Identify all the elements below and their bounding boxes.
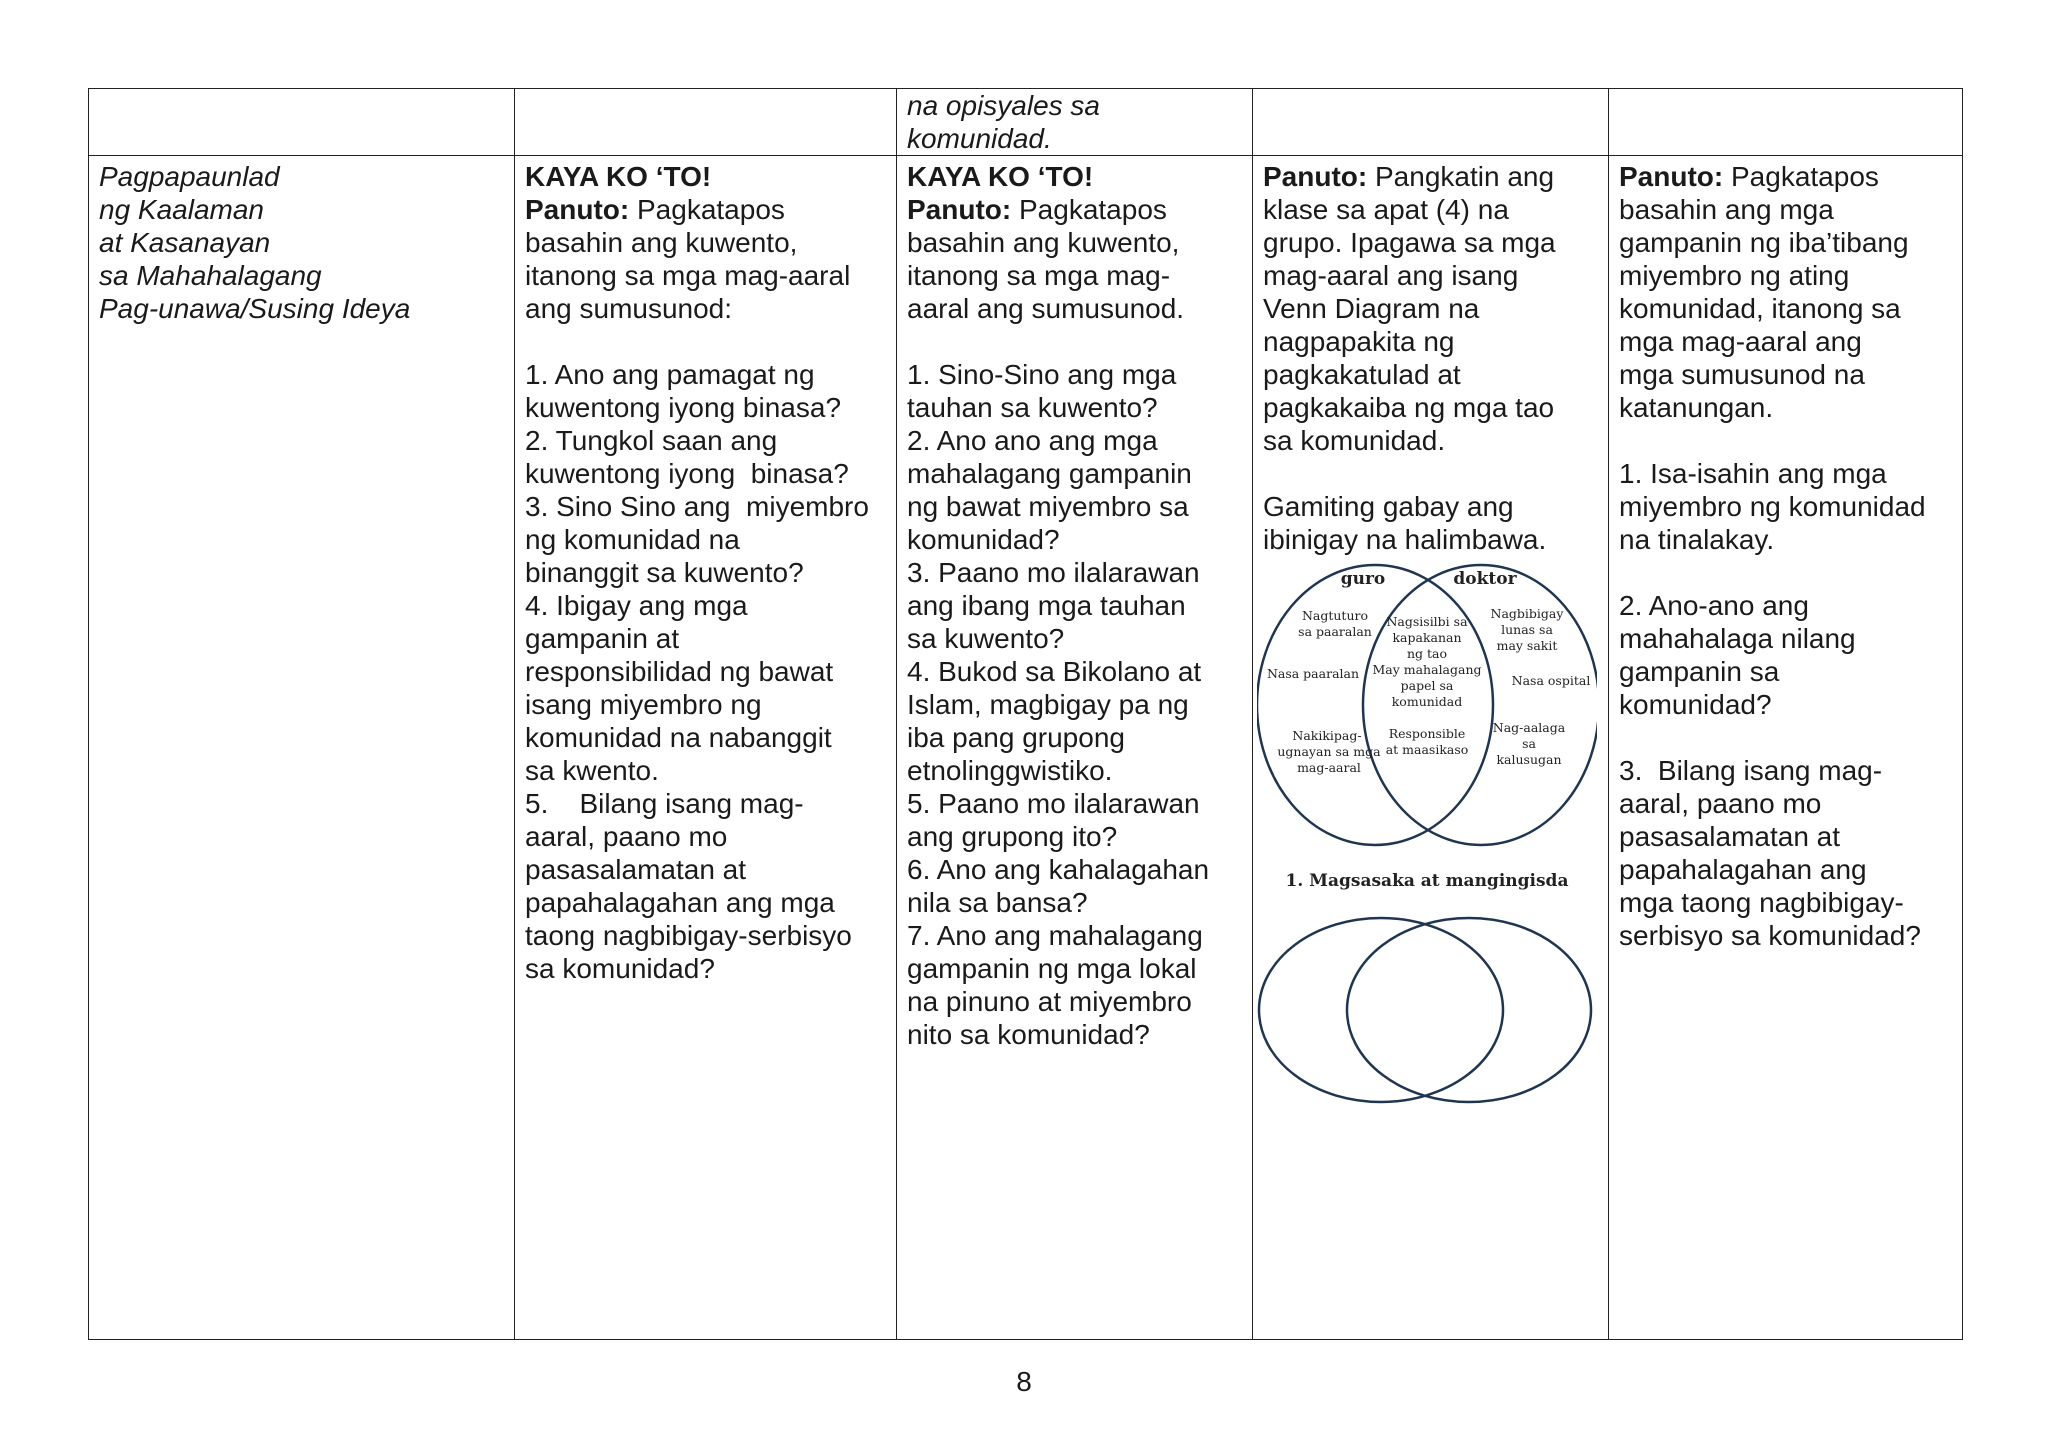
cell-r1-c5: [1609, 89, 1963, 156]
panuto-label: Panuto:: [525, 194, 630, 225]
text-line: mga mag-aaral ang: [1619, 326, 1862, 357]
venn-center-item: kapakanan: [1392, 630, 1462, 645]
venn-left-item: Nagtuturo: [1301, 608, 1369, 623]
text-line: sa kwento.: [525, 755, 659, 786]
text-line: aaral, paano mo: [1619, 788, 1822, 819]
venn-left-item: mag-aaral: [1297, 760, 1361, 775]
text-line: sa kuwento?: [907, 623, 1065, 654]
text-line: binanggit sa kuwento?: [525, 557, 804, 588]
text-line: mahahalaga nilang: [1619, 623, 1856, 654]
section-title-line: at Kasanayan: [99, 227, 271, 258]
text-line: responsibilidad ng bawat: [525, 656, 834, 687]
panuto-text: Pagkatapos: [1723, 161, 1879, 192]
text-line: 3. Paano mo ilalarawan: [907, 557, 1200, 588]
panuto-label: Panuto:: [1263, 161, 1368, 192]
text-line: ang ibang mga tauhan: [907, 590, 1186, 621]
page-number: 8: [1016, 1366, 1032, 1397]
col5-lines: [1619, 193, 1952, 952]
text-line: na pinuno at miyembro: [907, 986, 1192, 1017]
text-line: sa komunidad.: [1263, 425, 1446, 456]
text-line: komunidad, itanong sa: [1619, 293, 1901, 324]
text-line: ang grupong ito?: [907, 821, 1118, 852]
text-line: [1619, 556, 1952, 589]
text-line: gampanin sa: [1619, 656, 1780, 687]
section-title-line: sa Mahahalagang: [99, 260, 322, 291]
text-line: 1. Isa-isahin ang mga: [1619, 458, 1887, 489]
cell-col5: [1609, 156, 1963, 1340]
text-line: [1619, 424, 1952, 457]
text-line: na opisyales sa: [907, 90, 1101, 121]
text-line: miyembro ng komunidad: [1619, 491, 1926, 522]
text-line: gampanin ng mga lokal: [907, 953, 1197, 984]
venn-right-item: lunas sa: [1501, 622, 1553, 637]
cell-r1-c3: [897, 89, 1253, 156]
venn-center-item: papel sa: [1400, 678, 1454, 693]
text-line: 1. Ano ang pamagat ng: [525, 359, 815, 390]
text-line: Gamiting gabay ang: [1263, 491, 1514, 522]
text-line: pagkakaiba ng mga tao: [1263, 392, 1555, 423]
venn-right-item: Nag-aalaga: [1492, 720, 1566, 735]
text-line: Venn Diagram na: [1263, 293, 1480, 324]
panuto-text: Pagkatapos: [629, 194, 785, 225]
venn-diagram-example: [1257, 560, 1597, 860]
text-line: papahalagahan ang mga: [525, 887, 835, 918]
venn-right-item: sa: [1522, 736, 1536, 751]
venn-left-item: Nasa paaralan: [1266, 666, 1360, 681]
text-line: kuwentong iyong binasa?: [525, 392, 842, 423]
text-line: komunidad?: [1619, 689, 1772, 720]
text-line: 2. Ano ano ang mga: [907, 425, 1158, 456]
text-line: nagpapakita ng: [1263, 326, 1455, 357]
activity-heading: KAYA KO ‘TO!: [907, 161, 1094, 192]
venn-center-item: ng tao: [1406, 646, 1448, 661]
text-line: 2. Tungkol saan ang: [525, 425, 778, 456]
text-line: nito sa komunidad?: [907, 1019, 1150, 1050]
text-line: 6. Ano ang kahalagahan: [907, 854, 1210, 885]
venn-label-right: doktor: [1453, 569, 1517, 589]
text-line: miyembro ng ating: [1619, 260, 1850, 291]
text-line: komunidad?: [907, 524, 1060, 555]
text-line: gampanin at: [525, 623, 680, 654]
cell-r1-c2: [515, 89, 897, 156]
col2-lines: [525, 226, 886, 985]
cell-col2: [515, 156, 897, 1340]
venn-center-item: at maasikaso: [1385, 742, 1469, 757]
venn-center-item: May mahalagang: [1372, 662, 1482, 677]
section-title-line: Pagpapaunlad: [99, 161, 280, 192]
venn-center-item: komunidad: [1391, 694, 1463, 709]
venn-right-item: Nasa ospital: [1511, 673, 1591, 688]
text-line: ibinigay na halimbawa.: [1263, 524, 1547, 555]
section-title-line: ng Kaalaman: [99, 194, 265, 225]
venn-right-item: Nagbibigay: [1490, 606, 1564, 621]
text-line: ng bawat miyembro sa: [907, 491, 1189, 522]
text-line: basahin ang mga: [1619, 194, 1834, 225]
text-line: Islam, magbigay pa ng: [907, 689, 1189, 720]
venn-right-item: kalusugan: [1496, 752, 1562, 767]
text-line: pasasalamatan at: [525, 854, 747, 885]
text-line: 5. Paano mo ilalarawan: [907, 788, 1200, 819]
venn-right-item: may sakit: [1496, 638, 1558, 653]
venn-diagram-blank: [1257, 868, 1597, 1108]
text-line: pasasalamatan at: [1619, 821, 1841, 852]
text-line: 4. Bukod sa Bikolano at: [907, 656, 1202, 687]
venn-left-item: Nakikipag-: [1292, 728, 1362, 743]
venn-blank-title: 1. Magsasaka at mangingisda: [1285, 871, 1569, 891]
text-line: pagkakatulad at: [1263, 359, 1461, 390]
text-line: nila sa bansa?: [907, 887, 1088, 918]
venn-center-item: Nagsisilbi sa: [1386, 614, 1468, 629]
text-line: iba pang grupong: [907, 722, 1125, 753]
venn-left-item: ugnayan sa mga: [1277, 744, 1381, 759]
text-line: [1263, 457, 1598, 490]
text-line: 3. Sino Sino ang miyembro: [525, 491, 869, 522]
text-line: aaral ang sumusunod.: [907, 293, 1185, 324]
venn-label-left: guro: [1340, 569, 1386, 589]
section-title-line: Pag-unawa/Susing Ideya: [99, 293, 411, 324]
text-line: mag-aaral ang isang: [1263, 260, 1519, 291]
text-line: basahin ang kuwento,: [907, 227, 1180, 258]
text-line: na tinalakay.: [1619, 524, 1775, 555]
text-line: serbisyo sa komunidad?: [1619, 920, 1921, 951]
cell-col3: [897, 156, 1253, 1340]
text-line: papahalagahan ang: [1619, 854, 1867, 885]
venn-center-item: Responsible: [1388, 726, 1466, 741]
text-line: mga taong nagbibigay-: [1619, 887, 1904, 918]
text-line: basahin ang kuwento,: [525, 227, 798, 258]
lesson-plan-table: [88, 88, 1963, 1340]
text-line: mahalagang gampanin: [907, 458, 1192, 489]
text-line: gampanin ng iba’tibang: [1619, 227, 1909, 258]
text-line: [1619, 721, 1952, 754]
table-row-main: [89, 156, 1963, 1340]
text-line: aaral, paano mo: [525, 821, 728, 852]
panuto-text: Pagkatapos: [1011, 194, 1167, 225]
text-line: etnolinggwistiko.: [907, 755, 1113, 786]
text-line: 4. Ibigay ang mga: [525, 590, 748, 621]
text-line: [525, 325, 886, 358]
activity-heading: KAYA KO ‘TO!: [525, 161, 712, 192]
text-line: komunidad na nabanggit: [525, 722, 832, 753]
text-line: ang sumusunod:: [525, 293, 733, 324]
text-line: 2. Ano-ano ang: [1619, 590, 1809, 621]
text-line: tauhan sa kuwento?: [907, 392, 1158, 423]
text-line: katanungan.: [1619, 392, 1774, 423]
text-line: itanong sa mga mag-: [907, 260, 1171, 291]
panuto-label: Panuto:: [1619, 161, 1724, 192]
text-line: klase sa apat (4) na: [1263, 194, 1509, 225]
cell-col4: [1253, 156, 1609, 1340]
text-line: grupo. Ipagawa sa mga: [1263, 227, 1556, 258]
text-line: komunidad.: [907, 123, 1052, 154]
panuto-text: Pangkatin ang: [1367, 161, 1555, 192]
text-line: mga sumusunod na: [1619, 359, 1865, 390]
table-row-top: [89, 89, 1963, 156]
text-line: isang miyembro ng: [525, 689, 762, 720]
cell-r1-c4: [1253, 89, 1609, 156]
cell-section-title: [89, 156, 515, 1340]
cell-r1-c1: [89, 89, 515, 156]
col4-lines: [1263, 193, 1598, 556]
text-line: [907, 325, 1242, 358]
text-line: kuwentong iyong binasa?: [525, 458, 849, 489]
text-line: 3. Bilang isang mag-: [1619, 755, 1883, 786]
text-line: 5. Bilang isang mag-: [525, 788, 804, 819]
text-line: itanong sa mga mag-aaral: [525, 260, 851, 291]
panuto-label: Panuto:: [907, 194, 1012, 225]
text-line: sa komunidad?: [525, 953, 715, 984]
text-line: 7. Ano ang mahalagang: [907, 920, 1203, 951]
col3-lines: [907, 226, 1242, 1051]
text-line: ng komunidad na: [525, 524, 740, 555]
venn-left-item: sa paaralan: [1298, 624, 1372, 639]
text-line: taong nagbibigay-serbisyo: [525, 920, 852, 951]
text-line: 1. Sino-Sino ang mga: [907, 359, 1177, 390]
